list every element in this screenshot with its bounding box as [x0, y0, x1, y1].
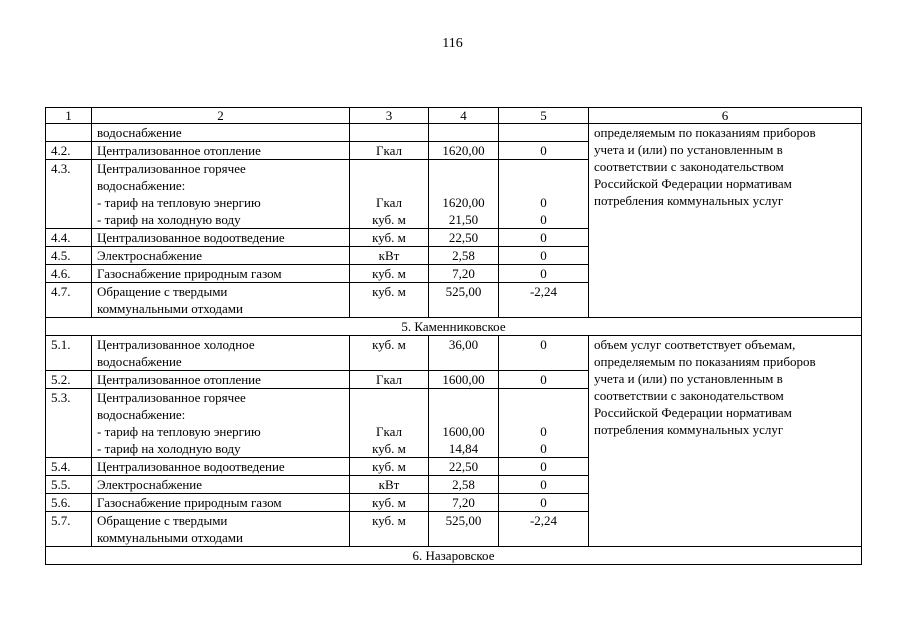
service-name-line: водоснабжение	[97, 125, 182, 140]
service-name-line: Централизованное отопление	[97, 143, 261, 158]
note-cell-line: Российской Федерации нормативам	[594, 405, 792, 420]
service-name	[92, 160, 350, 229]
volume-cell	[429, 283, 499, 318]
volume-cell	[429, 336, 499, 371]
service-name	[92, 336, 350, 371]
service-name-line: Обращение с твердыми	[97, 284, 228, 299]
service-name	[92, 247, 350, 265]
unit-cell	[350, 142, 429, 160]
row-number: 4.7.	[46, 283, 92, 318]
unit-cell-line: куб. м	[372, 230, 406, 245]
volume-cell-line	[434, 160, 493, 177]
unit-cell-line	[355, 406, 423, 423]
volume-cell-line: 2,58	[452, 477, 475, 492]
service-name-line: Газоснабжение природным газом	[97, 495, 282, 510]
change-cell-line: 0	[540, 459, 547, 474]
volume-cell-line: 1600,00	[442, 424, 485, 439]
volume-cell-line: 22,50	[448, 230, 479, 245]
volume-cell-line: 1620,00	[442, 143, 485, 158]
unit-cell-line: куб. м	[372, 212, 406, 227]
row-number	[46, 124, 92, 142]
volume-cell-line: 2,58	[452, 248, 475, 263]
unit-cell-line: кВт	[378, 477, 400, 492]
change-cell-line: 0	[540, 195, 547, 210]
row-number: 5.3.	[46, 389, 92, 458]
row-number: 5.1.	[46, 336, 92, 371]
row-number: 4.3.	[46, 160, 92, 229]
service-name-line: Централизованное водоотведение	[97, 459, 285, 474]
unit-cell-line: куб. м	[372, 495, 406, 510]
note-cell-line: объем услуг соответствует объемам,	[594, 337, 796, 352]
volume-cell-line: 7,20	[452, 495, 475, 510]
unit-cell	[350, 512, 429, 547]
service-name-line: - тариф на тепловую энергию	[97, 195, 261, 210]
volume-cell	[429, 142, 499, 160]
row-number: 4.5.	[46, 247, 92, 265]
column-header: 6	[589, 108, 862, 124]
volume-cell-line: 7,20	[452, 266, 475, 281]
note-cell	[589, 124, 862, 318]
unit-cell-line: Гкал	[375, 372, 402, 387]
change-cell-line: 0	[540, 495, 547, 510]
change-cell	[499, 160, 589, 229]
column-header: 1	[46, 108, 92, 124]
volume-cell	[429, 371, 499, 389]
section-row	[46, 318, 862, 336]
change-cell	[499, 229, 589, 247]
volume-cell-line: 22,50	[448, 459, 479, 474]
service-name-line: Централизованное горячее	[97, 161, 246, 176]
service-name	[92, 389, 350, 458]
volume-cell	[429, 124, 499, 142]
change-cell	[499, 336, 589, 371]
service-name-line: водоснабжение	[97, 354, 182, 369]
service-name	[92, 142, 350, 160]
service-name-line: - тариф на тепловую энергию	[97, 424, 261, 439]
volume-cell	[429, 494, 499, 512]
column-header: 4	[429, 108, 499, 124]
service-name-line: Электроснабжение	[97, 248, 203, 263]
change-cell	[499, 142, 589, 160]
change-cell	[499, 283, 589, 318]
unit-cell-line: куб. м	[372, 459, 406, 474]
change-cell	[499, 458, 589, 476]
volume-cell	[429, 458, 499, 476]
volume-cell-line: 525,00	[445, 284, 482, 299]
volume-cell	[429, 247, 499, 265]
row-number: 5.2.	[46, 371, 92, 389]
volume-cell-line	[434, 389, 493, 406]
column-header: 3	[350, 108, 429, 124]
unit-cell-line: куб. м	[372, 337, 406, 352]
unit-cell	[350, 494, 429, 512]
change-cell	[499, 265, 589, 283]
note-cell-line: Российской Федерации нормативам	[594, 176, 792, 191]
row-number: 5.6.	[46, 494, 92, 512]
service-name	[92, 371, 350, 389]
change-cell-line: -2,24	[529, 284, 558, 299]
service-name	[92, 476, 350, 494]
note-cell-line: учета и (или) по установленным в	[594, 142, 783, 157]
service-name	[92, 494, 350, 512]
change-cell-line: 0	[540, 143, 547, 158]
volume-cell-line: 1620,00	[442, 195, 485, 210]
note-cell-line: потребления коммунальных услуг	[594, 422, 784, 437]
service-name-line: водоснабжение:	[97, 407, 186, 422]
volume-cell	[429, 229, 499, 247]
unit-cell	[350, 160, 429, 229]
change-cell-line: 0	[540, 337, 547, 352]
section-title: 5. Каменниковское	[46, 318, 862, 336]
change-cell-line: 0	[540, 230, 547, 245]
change-cell	[499, 512, 589, 547]
change-cell-line	[504, 124, 583, 141]
page-number: 116	[442, 36, 463, 51]
unit-cell	[350, 283, 429, 318]
unit-cell	[350, 389, 429, 458]
service-name	[92, 283, 350, 318]
service-name-line: Электроснабжение	[97, 477, 203, 492]
unit-cell-line: куб. м	[372, 441, 406, 456]
unit-cell-line: куб. м	[372, 513, 406, 528]
unit-cell-line	[355, 124, 423, 141]
unit-cell-line: Гкал	[375, 424, 402, 439]
volume-cell-line: 36,00	[448, 337, 479, 352]
column-header: 5	[499, 108, 589, 124]
note-cell-line: соответствии с законодательством	[594, 388, 784, 403]
tariff-table	[45, 107, 862, 565]
change-cell-line: 0	[540, 477, 547, 492]
unit-cell-line: Гкал	[375, 195, 402, 210]
row-number: 5.7.	[46, 512, 92, 547]
row-number: 4.2.	[46, 142, 92, 160]
row-number: 5.5.	[46, 476, 92, 494]
volume-cell	[429, 265, 499, 283]
service-name-line: Централизованное отопление	[97, 372, 261, 387]
change-cell	[499, 389, 589, 458]
service-name-line: коммунальными отходами	[97, 530, 243, 545]
unit-cell	[350, 124, 429, 142]
note-cell-line: учета и (или) по установленным в	[594, 371, 783, 386]
volume-cell-line: 14,84	[448, 441, 479, 456]
note-cell-line: определяемым по показаниям приборов	[594, 125, 816, 140]
change-cell-line: 0	[540, 424, 547, 439]
unit-cell-line	[355, 160, 423, 177]
unit-cell	[350, 458, 429, 476]
row-number: 4.6.	[46, 265, 92, 283]
row-number: 5.4.	[46, 458, 92, 476]
row-number: 4.4.	[46, 229, 92, 247]
volume-cell-line: 525,00	[445, 513, 482, 528]
service-name-line: Газоснабжение природным газом	[97, 266, 282, 281]
change-cell-line: 0	[540, 212, 547, 227]
service-name-line: коммунальными отходами	[97, 301, 243, 316]
table-row	[46, 336, 862, 371]
note-cell-line: определяемым по показаниям приборов	[594, 354, 816, 369]
change-cell-line	[504, 160, 583, 177]
service-name-line: - тариф на холодную воду	[97, 212, 241, 227]
service-name	[92, 124, 350, 142]
unit-cell	[350, 476, 429, 494]
service-name	[92, 229, 350, 247]
service-name-line: Обращение с твердыми	[97, 513, 228, 528]
unit-cell-line: Гкал	[375, 143, 402, 158]
unit-cell	[350, 247, 429, 265]
service-name-line: - тариф на холодную воду	[97, 441, 241, 456]
change-cell-line: 0	[540, 266, 547, 281]
service-name-line: Централизованное холодное	[97, 337, 255, 352]
change-cell-line	[504, 177, 583, 194]
change-cell	[499, 476, 589, 494]
unit-cell-line	[355, 177, 423, 194]
volume-cell-line	[434, 124, 493, 141]
table-header-row	[46, 108, 862, 124]
unit-cell-line: кВт	[378, 248, 400, 263]
note-cell-line: потребления коммунальных услуг	[594, 193, 784, 208]
unit-cell-line	[355, 389, 423, 406]
unit-cell	[350, 265, 429, 283]
volume-cell	[429, 476, 499, 494]
volume-cell	[429, 160, 499, 229]
unit-cell-line: куб. м	[372, 284, 406, 299]
volume-cell	[429, 512, 499, 547]
change-cell-line	[504, 389, 583, 406]
volume-cell-line: 21,50	[448, 212, 479, 227]
note-cell	[589, 336, 862, 547]
change-cell-line: 0	[540, 248, 547, 263]
unit-cell	[350, 371, 429, 389]
table-row	[46, 124, 862, 142]
change-cell-line: -2,24	[529, 513, 558, 528]
change-cell-line: 0	[540, 372, 547, 387]
section-row	[46, 547, 862, 565]
volume-cell-line	[434, 177, 493, 194]
change-cell	[499, 494, 589, 512]
unit-cell-line: куб. м	[372, 266, 406, 281]
change-cell-line: 0	[540, 441, 547, 456]
unit-cell	[350, 336, 429, 371]
volume-cell	[429, 389, 499, 458]
service-name	[92, 458, 350, 476]
change-cell	[499, 371, 589, 389]
service-name-line: Централизованное водоотведение	[97, 230, 285, 245]
column-header: 2	[92, 108, 350, 124]
service-name-line: водоснабжение:	[97, 178, 186, 193]
volume-cell-line: 1600,00	[442, 372, 485, 387]
change-cell-line	[504, 406, 583, 423]
volume-cell-line	[434, 406, 493, 423]
service-name	[92, 512, 350, 547]
service-name-line: Централизованное горячее	[97, 390, 246, 405]
service-name	[92, 265, 350, 283]
change-cell	[499, 124, 589, 142]
note-cell-line: соответствии с законодательством	[594, 159, 784, 174]
section-title: 6. Назаровское	[46, 547, 862, 565]
unit-cell	[350, 229, 429, 247]
change-cell	[499, 247, 589, 265]
